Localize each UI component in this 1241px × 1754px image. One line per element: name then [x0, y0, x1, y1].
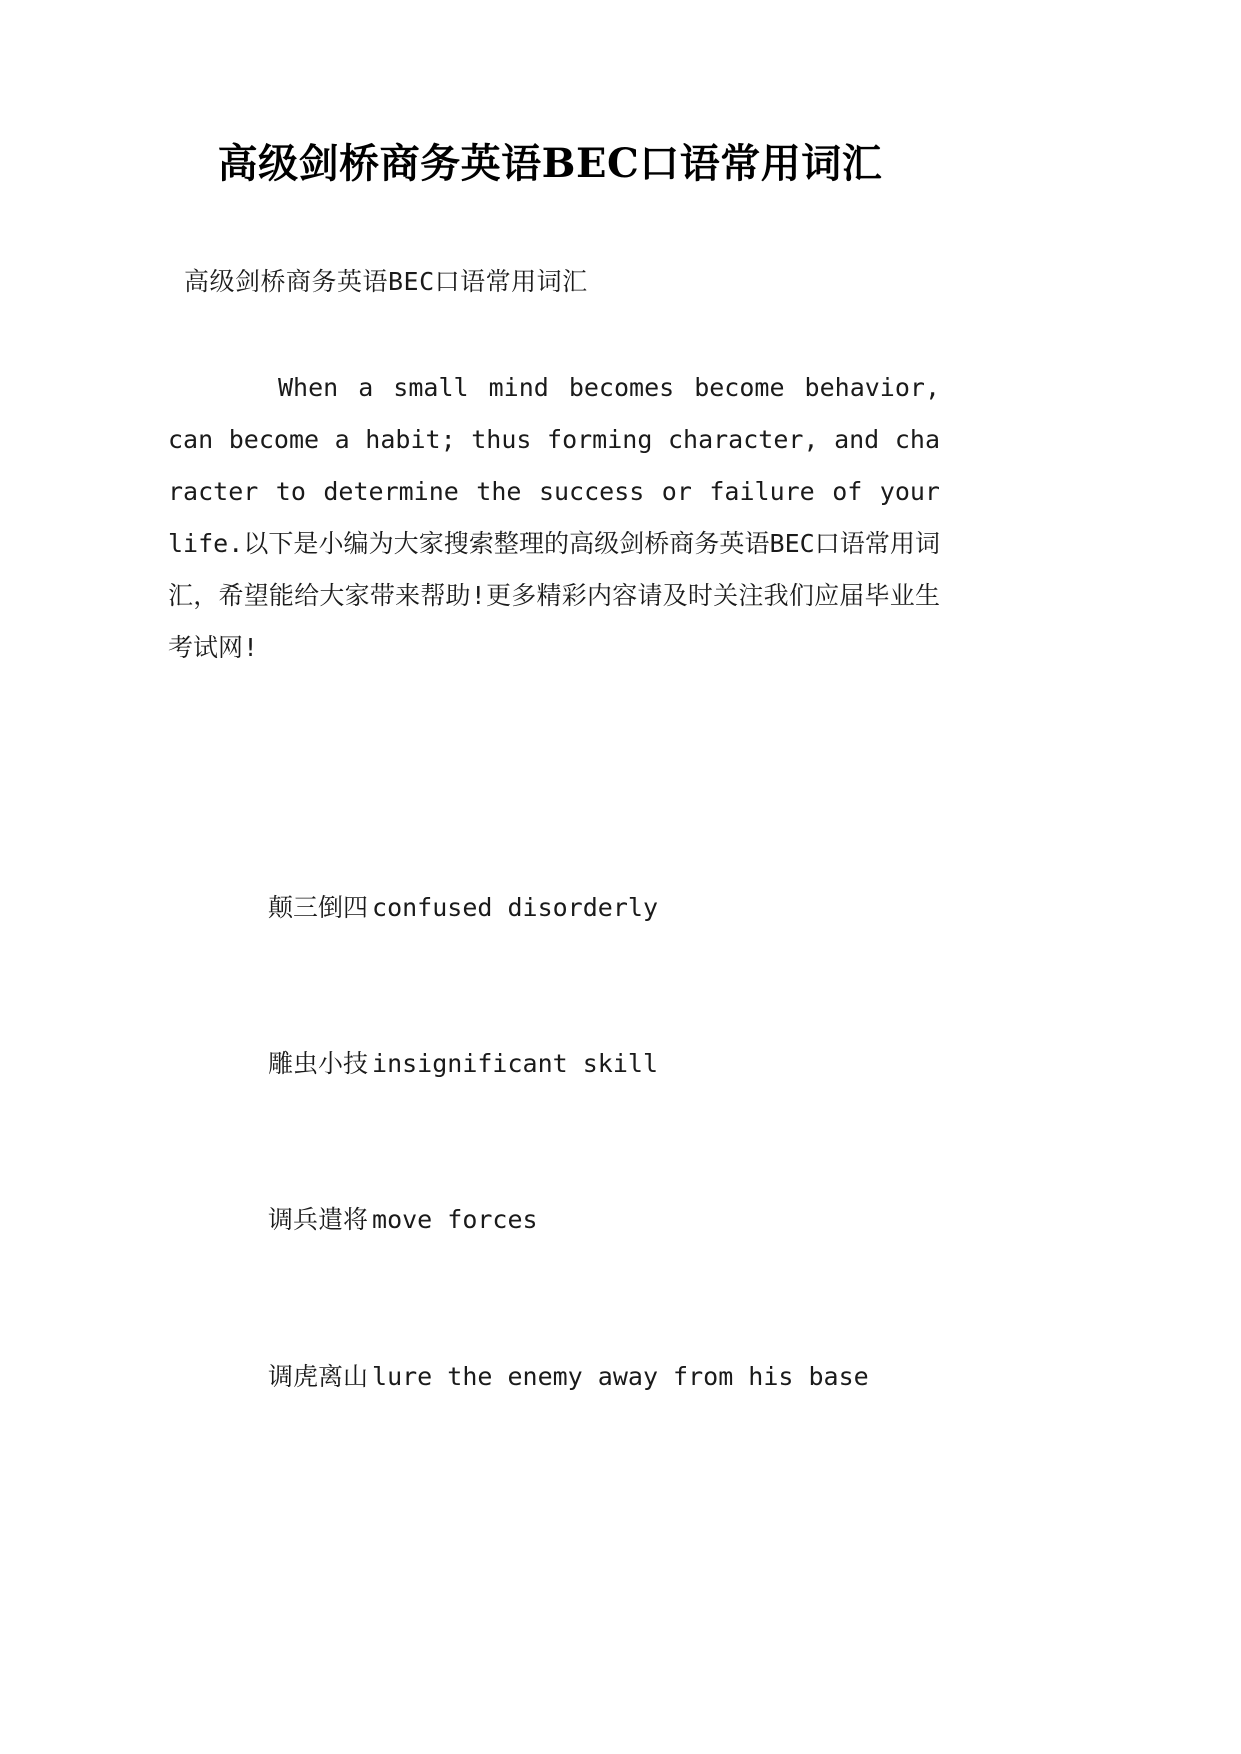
entry-english: confused disorderly: [372, 893, 658, 922]
entry-english: move forces: [372, 1205, 538, 1234]
entry-chinese: 雕虫小技: [268, 1049, 369, 1078]
vocabulary-entry: [268, 888, 658, 928]
vocabulary-entry: [268, 1200, 538, 1240]
entry-english: lure the enemy away from his base: [372, 1362, 869, 1391]
document-subtitle: 高级剑桥商务英语BEC口语常用词汇: [184, 267, 588, 296]
entry-english: insignificant skill: [372, 1049, 658, 1078]
vocabulary-entry: [268, 1357, 869, 1397]
vocabulary-entry: [268, 1044, 658, 1084]
intro-paragraph: When a small mind becomes become behavior, can become a habit; thus forming character, and character to determine the success or failure of your life.以下是小编为大家搜索整理的高级剑桥商务英语BEC口语常用词汇，希望能给大家带来帮助!更多精彩内容请及时关注我们应届毕业生考试网!: [168, 373, 940, 662]
page-title: 高级剑桥商务英语BEC口语常用词汇: [217, 140, 883, 187]
entry-chinese: 颠三倒四: [268, 893, 369, 922]
entry-chinese: 调虎离山: [268, 1362, 369, 1391]
entry-chinese: 调兵遣将: [268, 1205, 369, 1234]
